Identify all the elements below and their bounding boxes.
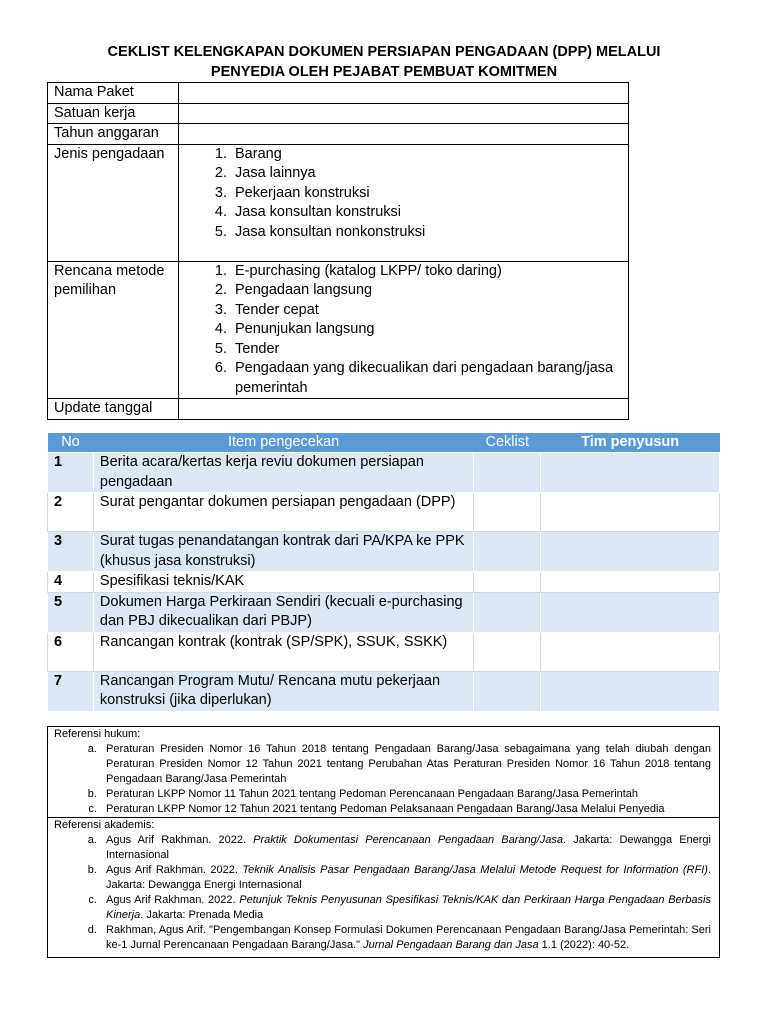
references-box bbox=[47, 726, 720, 958]
value-tahun-anggaran bbox=[179, 124, 629, 145]
list-item: 3. Pekerjaan konstruksi bbox=[231, 184, 628, 204]
row-tim-cell[interactable] bbox=[541, 671, 720, 711]
row-item: Berita acara/kertas kerja reviu dokumen persiapan pengadaan bbox=[93, 453, 473, 493]
package-info-table bbox=[47, 82, 629, 420]
table-row bbox=[48, 493, 720, 532]
list-item: 1. E-purchasing (katalog LKPP/ toko daring) bbox=[231, 262, 628, 282]
title-line-2: PENYEDIA OLEH PEJABAT PEMBUAT KOMITMEN bbox=[210, 64, 558, 80]
row-no: 4 bbox=[48, 572, 94, 593]
row-item: Surat pengantar dokumen persiapan pengadaan (DPP) bbox=[93, 493, 473, 532]
list-item: c. Agus Arif Rakhman. 2022. Petunjuk Teknis Penyusunan Spesifikasi Teknis/KAK dan Perkiraan Harga Pengadaan Berbasis Kinerja. Jakarta: Prenada Media bbox=[100, 893, 711, 923]
row-no: 7 bbox=[48, 671, 94, 711]
row-ceklist-cell[interactable] bbox=[474, 592, 541, 632]
metode-list bbox=[185, 262, 628, 399]
list-item: 3. Tender cepat bbox=[231, 301, 628, 321]
header-ceklist: Ceklist bbox=[474, 433, 541, 453]
list-item: 2. Pengadaan langsung bbox=[231, 281, 628, 301]
table-row bbox=[48, 532, 720, 572]
list-item: b. Peraturan LKPP Nomor 11 Tahun 2021 tentang Pedoman Perencanaan Pengadaan Barang/Jasa Pemerintah bbox=[100, 787, 711, 802]
value-update-tanggal bbox=[179, 399, 629, 420]
list-item: d. Rakhman, Agus Arif. "Pengembangan Konsep Formulasi Dokumen Perencanaan Pengadaan Barang/Jasa Pemerintah: Seri ke-1 Jurnal Perencanaan Pengadaan Barang/Jasa." Jurnal Pengadaan Barang dan Jasa 1.1 (2022): 40-52. bbox=[100, 923, 711, 953]
list-item: 6. Pengadaan yang dikecualikan dari pengadaan barang/jasa pemerintah bbox=[231, 359, 628, 398]
table-row bbox=[48, 453, 720, 493]
value-satuan-kerja bbox=[179, 103, 629, 124]
header-item: Item pengecekan bbox=[93, 433, 473, 453]
row-item: Rancangan Program Mutu/ Rencana mutu pekerjaan konstruksi (jika diperlukan) bbox=[93, 671, 473, 711]
row-item: Rancangan kontrak (kontrak (SP/SPK), SSUK, SSKK) bbox=[93, 632, 473, 671]
row-tim-cell[interactable] bbox=[541, 632, 720, 671]
label-nama-paket: Nama Paket bbox=[48, 83, 179, 104]
label-satuan-kerja: Satuan kerja bbox=[48, 103, 179, 124]
row-ceklist-cell[interactable] bbox=[474, 632, 541, 671]
list-item: a. Agus Arif Rakhman. 2022. Praktik Dokumentasi Perencanaan Pengadaan Barang/Jasa. Jakarta: Dewangga Energi Internasional bbox=[100, 833, 711, 863]
list-item: 2. Jasa lainnya bbox=[231, 164, 628, 184]
label-rencana-metode: Rencana metode pemilihan bbox=[48, 261, 179, 399]
list-item: b. Agus Arif Rakhman. 2022. Teknik Analisis Pasar Pengadaan Barang/Jasa Melalui Metode Request for Information (RFI). Jakarta: Dewangga Energi Internasional bbox=[100, 863, 711, 893]
value-nama-paket bbox=[179, 83, 629, 104]
row-no: 3 bbox=[48, 532, 94, 572]
row-no: 6 bbox=[48, 632, 94, 671]
references-hukum-list bbox=[48, 742, 719, 817]
references-akademis-title: Referensi akademis: bbox=[48, 817, 719, 833]
list-item: 1. Barang bbox=[231, 145, 628, 165]
row-tim-cell[interactable] bbox=[541, 592, 720, 632]
references-akademis-list bbox=[48, 833, 719, 953]
table-row bbox=[48, 632, 720, 671]
table-row bbox=[48, 592, 720, 632]
value-rencana-metode bbox=[179, 261, 629, 399]
references-hukum-title: Referensi hukum: bbox=[54, 728, 141, 740]
list-item: a. Peraturan Presiden Nomor 16 Tahun 2018 tentang Pengadaan Barang/Jasa sebagaimana yang telah diubah dengan Peraturan Presiden Nomor 12 Tahun 2021 tentang Perubahan Atas Peraturan Presiden Nomor 16 Tahun 2018 tentang Pengadaan Barang/Jasa Pemerintah bbox=[100, 742, 711, 787]
jenis-list bbox=[185, 145, 628, 243]
list-item: 4. Jasa konsultan konstruksi bbox=[231, 203, 628, 223]
list-item: 5. Jasa konsultan nonkonstruksi bbox=[231, 223, 628, 243]
list-item: 5. Tender bbox=[231, 340, 628, 360]
table-row bbox=[48, 671, 720, 711]
row-ceklist-cell[interactable] bbox=[474, 671, 541, 711]
row-ceklist-cell[interactable] bbox=[474, 532, 541, 572]
label-update-tanggal: Update tanggal bbox=[48, 399, 179, 420]
checklist-table bbox=[47, 433, 720, 712]
header-tim: Tim penyusun bbox=[541, 433, 720, 453]
row-item: Spesifikasi teknis/KAK bbox=[93, 572, 473, 593]
row-ceklist-cell[interactable] bbox=[474, 493, 541, 532]
label-tahun-anggaran: Tahun anggaran bbox=[48, 124, 179, 145]
value-jenis-pengadaan bbox=[179, 144, 629, 261]
title-line-1: CEKLIST KELENGKAPAN DOKUMEN PERSIAPAN PENGADAAN (DPP) MELALUI bbox=[107, 44, 661, 60]
list-item: 4. Penunjukan langsung bbox=[231, 320, 628, 340]
row-no: 5 bbox=[48, 592, 94, 632]
list-item: c. Peraturan LKPP Nomor 12 Tahun 2021 tentang Pedoman Pelaksanaan Pengadaan Barang/Jasa Melalui Penyedia bbox=[100, 802, 711, 817]
header-no: No bbox=[48, 433, 94, 453]
row-item: Dokumen Harga Perkiraan Sendiri (kecuali e-purchasing dan PBJ dikecualikan dari PBJP) bbox=[93, 592, 473, 632]
row-ceklist-cell[interactable] bbox=[474, 453, 541, 493]
row-no: 2 bbox=[48, 493, 94, 532]
label-jenis-pengadaan: Jenis pengadaan bbox=[48, 144, 179, 261]
row-tim-cell[interactable] bbox=[541, 453, 720, 493]
row-no: 1 bbox=[48, 453, 94, 493]
row-ceklist-cell[interactable] bbox=[474, 572, 541, 593]
row-item: Surat tugas penandatangan kontrak dari PA/KPA ke PPK (khusus jasa konstruksi) bbox=[93, 532, 473, 572]
row-tim-cell[interactable] bbox=[541, 493, 720, 532]
row-tim-cell[interactable] bbox=[541, 572, 720, 593]
page-title bbox=[0, 42, 768, 82]
table-row bbox=[48, 572, 720, 593]
row-tim-cell[interactable] bbox=[541, 532, 720, 572]
